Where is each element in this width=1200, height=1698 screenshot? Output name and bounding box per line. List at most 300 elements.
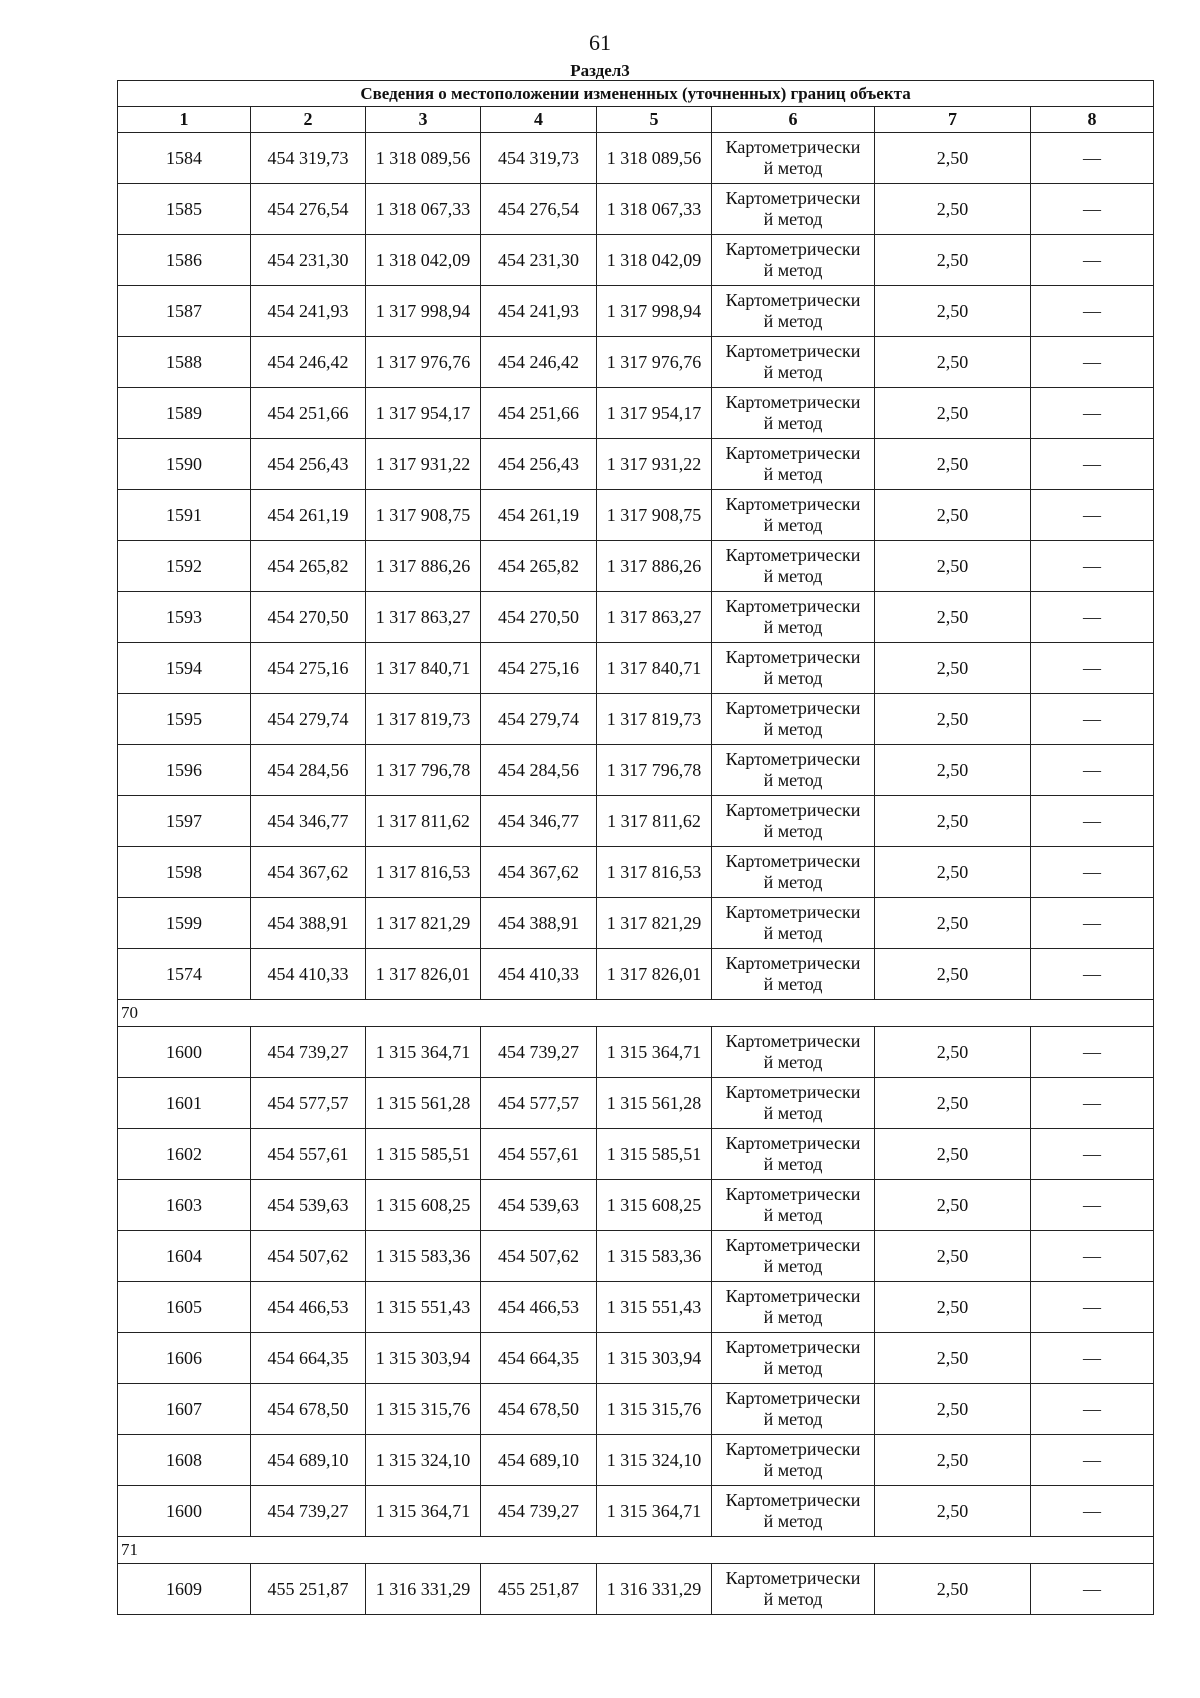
- method-text-line-2: й метод: [763, 413, 823, 433]
- table-row: [118, 388, 1154, 439]
- y-old-cell: 1 317 816,53: [366, 847, 481, 898]
- column-number-7: 7: [875, 107, 1031, 133]
- method-cell: [712, 643, 875, 694]
- point-number-cell: 1600: [118, 1027, 251, 1078]
- x-old-cell: 454 319,73: [251, 133, 366, 184]
- point-number-cell: 1604: [118, 1231, 251, 1282]
- y-new-cell: 1 318 067,33: [597, 184, 712, 235]
- accuracy-cell: 2,50: [875, 1078, 1031, 1129]
- x-new-cell: 454 275,16: [481, 643, 597, 694]
- table-row: [118, 133, 1154, 184]
- method-text-line-2: й метод: [763, 515, 823, 535]
- description-cell: —: [1031, 847, 1154, 898]
- point-number-cell: 1591: [118, 490, 251, 541]
- table-row: [118, 745, 1154, 796]
- accuracy-cell: 2,50: [875, 1435, 1031, 1486]
- accuracy-cell: 2,50: [875, 1027, 1031, 1078]
- method-text-line-1: Картометрически: [725, 137, 861, 157]
- point-number-cell: 1602: [118, 1129, 251, 1180]
- x-new-cell: 454 557,61: [481, 1129, 597, 1180]
- accuracy-cell: 2,50: [875, 439, 1031, 490]
- x-new-cell: 454 410,33: [481, 949, 597, 1000]
- y-old-cell: 1 317 819,73: [366, 694, 481, 745]
- table-row: [118, 286, 1154, 337]
- contour-group-row: [118, 1000, 1154, 1027]
- y-old-cell: 1 317 821,29: [366, 898, 481, 949]
- table-row: [118, 184, 1154, 235]
- accuracy-cell: 2,50: [875, 694, 1031, 745]
- x-new-cell: 454 388,91: [481, 898, 597, 949]
- method-text-line-2: й метод: [763, 209, 823, 229]
- accuracy-cell: 2,50: [875, 643, 1031, 694]
- y-old-cell: 1 317 976,76: [366, 337, 481, 388]
- description-cell: —: [1031, 1564, 1154, 1615]
- table-row: [118, 592, 1154, 643]
- x-old-cell: 454 276,54: [251, 184, 366, 235]
- table-row: [118, 1384, 1154, 1435]
- table-row: [118, 1231, 1154, 1282]
- description-cell: —: [1031, 1282, 1154, 1333]
- accuracy-cell: 2,50: [875, 898, 1031, 949]
- section-label: Раздел3: [570, 61, 630, 80]
- method-cell: [712, 1078, 875, 1129]
- method-cell: [712, 796, 875, 847]
- method-text-line-1: Картометрически: [725, 239, 861, 259]
- accuracy-cell: 2,50: [875, 1384, 1031, 1435]
- accuracy-cell: 2,50: [875, 796, 1031, 847]
- description-cell: —: [1031, 184, 1154, 235]
- method-text-line-2: й метод: [763, 1511, 823, 1531]
- point-number-cell: 1599: [118, 898, 251, 949]
- x-old-cell: 454 251,66: [251, 388, 366, 439]
- x-new-cell: 454 678,50: [481, 1384, 597, 1435]
- method-text-line-2: й метод: [763, 1409, 823, 1429]
- y-new-cell: 1 315 585,51: [597, 1129, 712, 1180]
- y-new-cell: 1 317 821,29: [597, 898, 712, 949]
- x-new-cell: 454 284,56: [481, 745, 597, 796]
- y-old-cell: 1 315 315,76: [366, 1384, 481, 1435]
- accuracy-cell: 2,50: [875, 1231, 1031, 1282]
- boundary-coordinates-table: [117, 80, 1154, 1615]
- description-cell: —: [1031, 1384, 1154, 1435]
- description-cell: —: [1031, 1078, 1154, 1129]
- point-number-cell: 1594: [118, 643, 251, 694]
- y-new-cell: 1 317 886,26: [597, 541, 712, 592]
- y-new-cell: 1 315 364,71: [597, 1027, 712, 1078]
- x-new-cell: 454 466,53: [481, 1282, 597, 1333]
- method-text-line-1: Картометрически: [725, 341, 861, 361]
- x-old-cell: 454 246,42: [251, 337, 366, 388]
- table-row: [118, 1027, 1154, 1078]
- table-row: [118, 235, 1154, 286]
- x-new-cell: 454 507,62: [481, 1231, 597, 1282]
- method-text-line-1: Картометрически: [725, 1490, 861, 1510]
- table-row: [118, 1486, 1154, 1537]
- x-old-cell: 454 231,30: [251, 235, 366, 286]
- x-new-cell: 454 539,63: [481, 1180, 597, 1231]
- y-new-cell: 1 317 908,75: [597, 490, 712, 541]
- x-new-cell: 454 251,66: [481, 388, 597, 439]
- x-new-cell: 454 577,57: [481, 1078, 597, 1129]
- accuracy-cell: 2,50: [875, 847, 1031, 898]
- method-cell: [712, 694, 875, 745]
- contour-number: 71: [118, 1537, 1154, 1564]
- accuracy-cell: 2,50: [875, 1180, 1031, 1231]
- accuracy-cell: 2,50: [875, 1486, 1031, 1537]
- x-new-cell: 454 279,74: [481, 694, 597, 745]
- table-row: [118, 490, 1154, 541]
- description-cell: —: [1031, 133, 1154, 184]
- table-row: [118, 949, 1154, 1000]
- x-old-cell: 454 279,74: [251, 694, 366, 745]
- method-cell: [712, 1333, 875, 1384]
- point-number-cell: 1592: [118, 541, 251, 592]
- x-new-cell: 454 319,73: [481, 133, 597, 184]
- x-old-cell: 454 539,63: [251, 1180, 366, 1231]
- method-text-line-1: Картометрически: [725, 1235, 861, 1255]
- method-text-line-2: й метод: [763, 1589, 823, 1609]
- method-text-line-2: й метод: [763, 872, 823, 892]
- table-row: [118, 1078, 1154, 1129]
- column-number-6: 6: [712, 107, 875, 133]
- y-old-cell: 1 317 998,94: [366, 286, 481, 337]
- y-old-cell: 1 316 331,29: [366, 1564, 481, 1615]
- accuracy-cell: 2,50: [875, 745, 1031, 796]
- y-new-cell: 1 317 811,62: [597, 796, 712, 847]
- x-new-cell: 455 251,87: [481, 1564, 597, 1615]
- y-new-cell: 1 315 583,36: [597, 1231, 712, 1282]
- x-old-cell: 454 284,56: [251, 745, 366, 796]
- method-cell: [712, 184, 875, 235]
- method-cell: [712, 1027, 875, 1078]
- description-cell: —: [1031, 796, 1154, 847]
- contour-group-row: [118, 1537, 1154, 1564]
- method-text-line-1: Картометрически: [725, 749, 861, 769]
- method-text-line-1: Картометрически: [725, 1082, 861, 1102]
- table-row: [118, 1129, 1154, 1180]
- description-cell: —: [1031, 694, 1154, 745]
- y-new-cell: 1 317 840,71: [597, 643, 712, 694]
- x-old-cell: 454 265,82: [251, 541, 366, 592]
- method-text-line-1: Картометрически: [725, 1031, 861, 1051]
- method-text-line-1: Картометрически: [725, 443, 861, 463]
- description-cell: —: [1031, 1333, 1154, 1384]
- method-text-line-1: Картометрически: [725, 800, 861, 820]
- method-cell: [712, 286, 875, 337]
- method-text-line-1: Картометрически: [725, 953, 861, 973]
- method-text-line-1: Картометрически: [725, 545, 861, 565]
- method-text-line-2: й метод: [763, 311, 823, 331]
- point-number-cell: 1595: [118, 694, 251, 745]
- table-row: [118, 694, 1154, 745]
- table-row: [118, 541, 1154, 592]
- method-text-line-2: й метод: [763, 464, 823, 484]
- method-text-line-2: й метод: [763, 668, 823, 688]
- point-number-cell: 1603: [118, 1180, 251, 1231]
- description-cell: —: [1031, 439, 1154, 490]
- y-old-cell: 1 318 067,33: [366, 184, 481, 235]
- point-number-cell: 1601: [118, 1078, 251, 1129]
- column-number-1: 1: [118, 107, 251, 133]
- method-text-line-2: й метод: [763, 158, 823, 178]
- point-number-cell: 1586: [118, 235, 251, 286]
- y-old-cell: 1 318 042,09: [366, 235, 481, 286]
- point-number-cell: 1588: [118, 337, 251, 388]
- column-number-row: [118, 107, 1154, 133]
- description-cell: —: [1031, 1231, 1154, 1282]
- x-new-cell: 454 231,30: [481, 235, 597, 286]
- table-row: [118, 1333, 1154, 1384]
- method-text-line-2: й метод: [763, 1307, 823, 1327]
- x-old-cell: 454 270,50: [251, 592, 366, 643]
- accuracy-cell: 2,50: [875, 541, 1031, 592]
- point-number-cell: 1607: [118, 1384, 251, 1435]
- method-text-line-2: й метод: [763, 566, 823, 586]
- method-text-line-1: Картометрически: [725, 494, 861, 514]
- point-number-cell: 1584: [118, 133, 251, 184]
- x-old-cell: 454 664,35: [251, 1333, 366, 1384]
- y-new-cell: 1 315 364,71: [597, 1486, 712, 1537]
- method-text-line-2: й метод: [763, 362, 823, 382]
- x-new-cell: 454 664,35: [481, 1333, 597, 1384]
- y-new-cell: 1 316 331,29: [597, 1564, 712, 1615]
- accuracy-cell: 2,50: [875, 1129, 1031, 1180]
- point-number-cell: 1605: [118, 1282, 251, 1333]
- y-new-cell: 1 317 863,27: [597, 592, 712, 643]
- method-text-line-1: Картометрически: [725, 290, 861, 310]
- method-text-line-1: Картометрически: [725, 596, 861, 616]
- accuracy-cell: 2,50: [875, 490, 1031, 541]
- y-old-cell: 1 317 931,22: [366, 439, 481, 490]
- accuracy-cell: 2,50: [875, 1282, 1031, 1333]
- description-cell: —: [1031, 286, 1154, 337]
- point-number-cell: 1606: [118, 1333, 251, 1384]
- description-cell: —: [1031, 898, 1154, 949]
- y-new-cell: 1 318 089,56: [597, 133, 712, 184]
- column-number-8: 8: [1031, 107, 1154, 133]
- table-title: Сведения о местоположении измененных (уточненных) границ объекта: [118, 81, 1154, 107]
- x-old-cell: 454 739,27: [251, 1027, 366, 1078]
- method-text-line-2: й метод: [763, 1205, 823, 1225]
- table-row: [118, 1180, 1154, 1231]
- method-cell: [712, 1282, 875, 1333]
- accuracy-cell: 2,50: [875, 388, 1031, 439]
- y-old-cell: 1 315 583,36: [366, 1231, 481, 1282]
- accuracy-cell: 2,50: [875, 1564, 1031, 1615]
- y-new-cell: 1 317 998,94: [597, 286, 712, 337]
- x-new-cell: 454 276,54: [481, 184, 597, 235]
- description-cell: —: [1031, 745, 1154, 796]
- column-number-3: 3: [366, 107, 481, 133]
- method-cell: [712, 388, 875, 439]
- y-old-cell: 1 315 324,10: [366, 1435, 481, 1486]
- y-old-cell: 1 317 908,75: [366, 490, 481, 541]
- method-cell: [712, 1231, 875, 1282]
- description-cell: —: [1031, 1180, 1154, 1231]
- method-cell: [712, 439, 875, 490]
- x-new-cell: 454 261,19: [481, 490, 597, 541]
- x-old-cell: 454 256,43: [251, 439, 366, 490]
- table-row: [118, 1435, 1154, 1486]
- method-text-line-2: й метод: [763, 617, 823, 637]
- y-new-cell: 1 315 315,76: [597, 1384, 712, 1435]
- column-number-2: 2: [251, 107, 366, 133]
- method-text-line-1: Картометрически: [725, 1133, 861, 1153]
- y-old-cell: 1 318 089,56: [366, 133, 481, 184]
- point-number-cell: 1593: [118, 592, 251, 643]
- method-text-line-1: Картометрически: [725, 1388, 861, 1408]
- method-cell: [712, 1564, 875, 1615]
- y-old-cell: 1 317 954,17: [366, 388, 481, 439]
- accuracy-cell: 2,50: [875, 592, 1031, 643]
- method-text-line-2: й метод: [763, 1103, 823, 1123]
- description-cell: —: [1031, 1129, 1154, 1180]
- table-row: [118, 439, 1154, 490]
- method-text-line-1: Картометрически: [725, 1337, 861, 1357]
- method-cell: [712, 1180, 875, 1231]
- x-new-cell: 454 265,82: [481, 541, 597, 592]
- y-new-cell: 1 317 931,22: [597, 439, 712, 490]
- column-number-5: 5: [597, 107, 712, 133]
- method-text-line-1: Картометрически: [725, 188, 861, 208]
- y-new-cell: 1 317 819,73: [597, 694, 712, 745]
- y-new-cell: 1 317 954,17: [597, 388, 712, 439]
- accuracy-cell: 2,50: [875, 286, 1031, 337]
- x-old-cell: 454 466,53: [251, 1282, 366, 1333]
- y-new-cell: 1 315 608,25: [597, 1180, 712, 1231]
- method-cell: [712, 745, 875, 796]
- contour-number: 70: [118, 1000, 1154, 1027]
- point-number-cell: 1598: [118, 847, 251, 898]
- method-text-line-1: Картометрически: [725, 851, 861, 871]
- method-cell: [712, 949, 875, 1000]
- y-old-cell: 1 315 303,94: [366, 1333, 481, 1384]
- y-old-cell: 1 317 840,71: [366, 643, 481, 694]
- method-cell: [712, 337, 875, 388]
- x-old-cell: 454 241,93: [251, 286, 366, 337]
- y-old-cell: 1 317 886,26: [366, 541, 481, 592]
- y-old-cell: 1 315 561,28: [366, 1078, 481, 1129]
- table-row: [118, 1564, 1154, 1615]
- description-cell: —: [1031, 490, 1154, 541]
- method-cell: [712, 133, 875, 184]
- x-new-cell: 454 367,62: [481, 847, 597, 898]
- method-text-line-2: й метод: [763, 770, 823, 790]
- description-cell: —: [1031, 1486, 1154, 1537]
- method-text-line-2: й метод: [763, 1256, 823, 1276]
- y-old-cell: 1 317 796,78: [366, 745, 481, 796]
- table-title-row: [118, 81, 1154, 107]
- description-cell: —: [1031, 235, 1154, 286]
- point-number-cell: 1609: [118, 1564, 251, 1615]
- method-text-line-1: Картометрически: [725, 1184, 861, 1204]
- y-new-cell: 1 318 042,09: [597, 235, 712, 286]
- y-old-cell: 1 315 364,71: [366, 1027, 481, 1078]
- y-new-cell: 1 315 561,28: [597, 1078, 712, 1129]
- method-text-line-2: й метод: [763, 974, 823, 994]
- description-cell: —: [1031, 337, 1154, 388]
- method-text-line-1: Картометрически: [725, 1439, 861, 1459]
- method-text-line-2: й метод: [763, 821, 823, 841]
- y-old-cell: 1 315 364,71: [366, 1486, 481, 1537]
- description-cell: —: [1031, 541, 1154, 592]
- x-new-cell: 454 739,27: [481, 1027, 597, 1078]
- method-cell: [712, 1129, 875, 1180]
- point-number-cell: 1589: [118, 388, 251, 439]
- method-cell: [712, 490, 875, 541]
- x-old-cell: 454 346,77: [251, 796, 366, 847]
- x-old-cell: 454 388,91: [251, 898, 366, 949]
- x-new-cell: 454 246,42: [481, 337, 597, 388]
- accuracy-cell: 2,50: [875, 1333, 1031, 1384]
- method-text-line-2: й метод: [763, 1154, 823, 1174]
- method-text-line-1: Картометрически: [725, 1568, 861, 1588]
- accuracy-cell: 2,50: [875, 184, 1031, 235]
- description-cell: —: [1031, 592, 1154, 643]
- x-old-cell: 454 507,62: [251, 1231, 366, 1282]
- point-number-cell: 1597: [118, 796, 251, 847]
- column-number-4: 4: [481, 107, 597, 133]
- x-old-cell: 454 410,33: [251, 949, 366, 1000]
- description-cell: —: [1031, 1027, 1154, 1078]
- method-text-line-1: Картометрически: [725, 698, 861, 718]
- y-new-cell: 1 317 826,01: [597, 949, 712, 1000]
- method-text-line-1: Картометрически: [725, 1286, 861, 1306]
- method-text-line-2: й метод: [763, 1460, 823, 1480]
- method-cell: [712, 847, 875, 898]
- y-old-cell: 1 317 811,62: [366, 796, 481, 847]
- y-new-cell: 1 317 816,53: [597, 847, 712, 898]
- y-old-cell: 1 315 551,43: [366, 1282, 481, 1333]
- point-number-cell: 1600: [118, 1486, 251, 1537]
- table-body: [118, 81, 1154, 1615]
- point-number-cell: 1596: [118, 745, 251, 796]
- method-cell: [712, 235, 875, 286]
- x-new-cell: 454 241,93: [481, 286, 597, 337]
- y-new-cell: 1 315 324,10: [597, 1435, 712, 1486]
- method-text-line-2: й метод: [763, 1358, 823, 1378]
- x-new-cell: 454 270,50: [481, 592, 597, 643]
- x-old-cell: 455 251,87: [251, 1564, 366, 1615]
- x-old-cell: 454 557,61: [251, 1129, 366, 1180]
- point-number-cell: 1574: [118, 949, 251, 1000]
- description-cell: —: [1031, 949, 1154, 1000]
- y-new-cell: 1 315 551,43: [597, 1282, 712, 1333]
- accuracy-cell: 2,50: [875, 337, 1031, 388]
- method-cell: [712, 1384, 875, 1435]
- accuracy-cell: 2,50: [875, 235, 1031, 286]
- y-old-cell: 1 315 585,51: [366, 1129, 481, 1180]
- x-old-cell: 454 577,57: [251, 1078, 366, 1129]
- method-text-line-2: й метод: [763, 260, 823, 280]
- x-old-cell: 454 689,10: [251, 1435, 366, 1486]
- x-old-cell: 454 261,19: [251, 490, 366, 541]
- description-cell: —: [1031, 388, 1154, 439]
- method-text-line-1: Картометрически: [725, 902, 861, 922]
- x-old-cell: 454 275,16: [251, 643, 366, 694]
- method-text-line-2: й метод: [763, 923, 823, 943]
- table-row: [118, 1282, 1154, 1333]
- method-text-line-2: й метод: [763, 719, 823, 739]
- method-cell: [712, 541, 875, 592]
- accuracy-cell: 2,50: [875, 133, 1031, 184]
- x-new-cell: 454 689,10: [481, 1435, 597, 1486]
- method-cell: [712, 898, 875, 949]
- y-new-cell: 1 317 976,76: [597, 337, 712, 388]
- point-number-cell: 1585: [118, 184, 251, 235]
- x-new-cell: 454 256,43: [481, 439, 597, 490]
- table-row: [118, 643, 1154, 694]
